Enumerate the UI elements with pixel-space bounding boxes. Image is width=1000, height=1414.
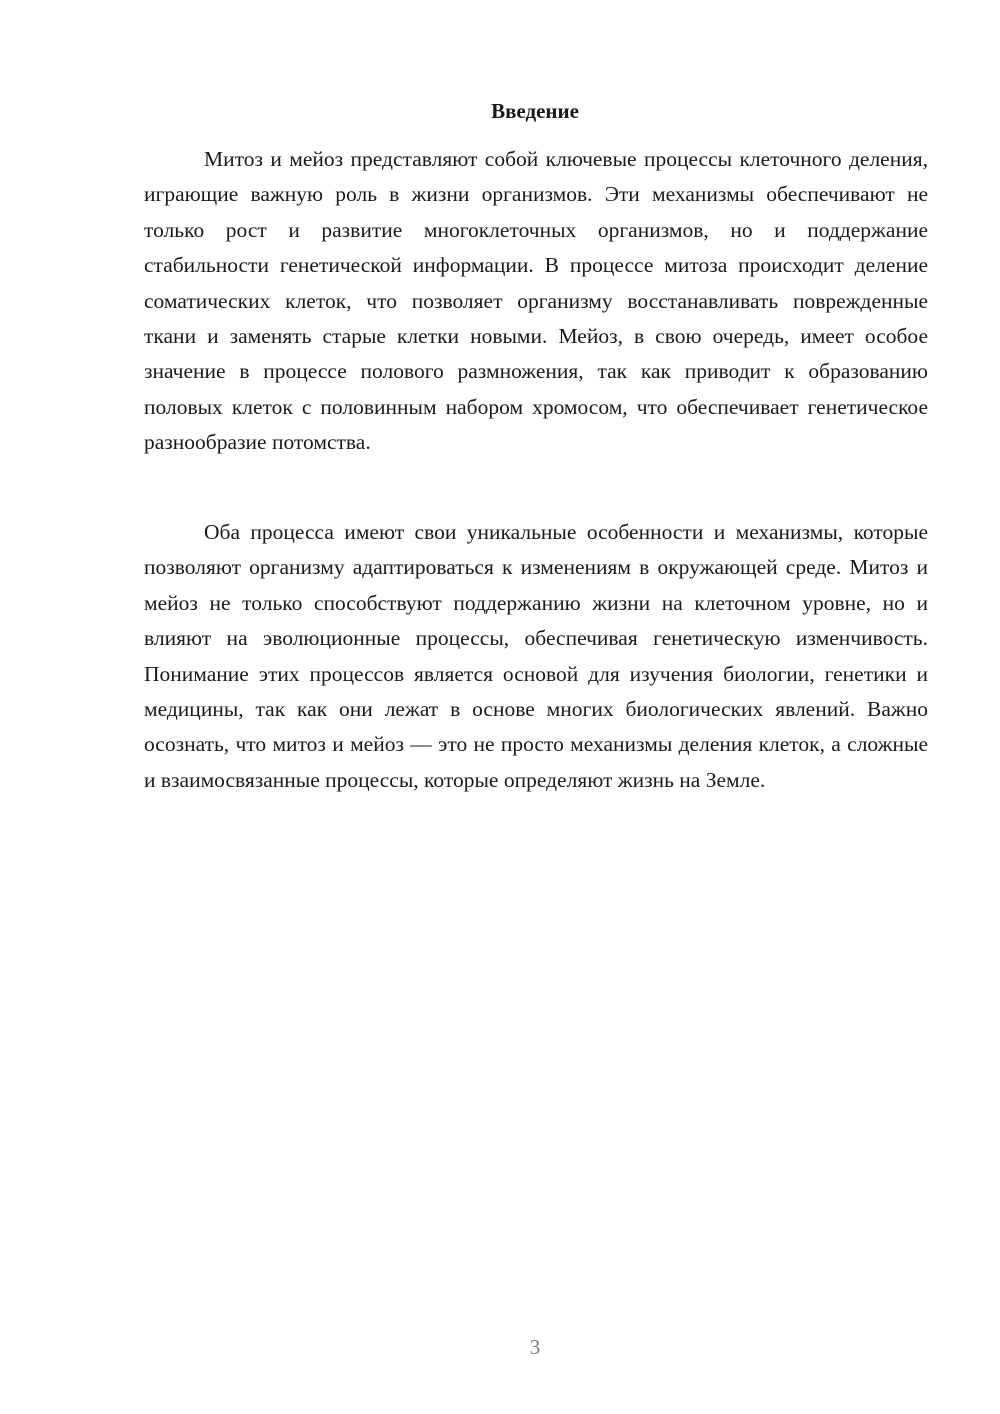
page-number: 3: [529, 1335, 541, 1359]
paragraph-2: Оба процесса имеют свои уникальные особенности и механизмы, которые позволяют организму адаптироваться к изменениям в окружающей среде. Митоз и мейоз не только способствуют поддержанию жизни на клеточном уровне, но и влияют на эволюционные процессы, обеспечивая генетическую изменчивость. Понимание этих процессов является основой для изучения биологии, генетики и медицины, так как они лежат в основе многих биологических явлений. Важно осознать, что митоз и мейоз — это не просто механизмы деления клеток, а сложные и взаимосвязанные процессы, которые определяют жизнь на Земле.: [144, 520, 928, 792]
section-heading: Введение: [491, 99, 579, 123]
paragraph-1: Митоз и мейоз представляют собой ключевые процессы клеточного деления, играющие важную роль в жизни организмов. Эти механизмы обеспечивают не только рост и развитие многоклеточных организмов, но и поддержание стабильности генетической информации. В процессе митоза происходит деление соматических клеток, что позволяет организму восстанавливать поврежденные ткани и заменять старые клетки новыми. Мейоз, в свою очередь, имеет особое значение в процессе полового размножения, так как приводит к образованию половых клеток с половинным набором хромосом, что обеспечивает генетическое разнообразие потомства.: [144, 147, 928, 455]
